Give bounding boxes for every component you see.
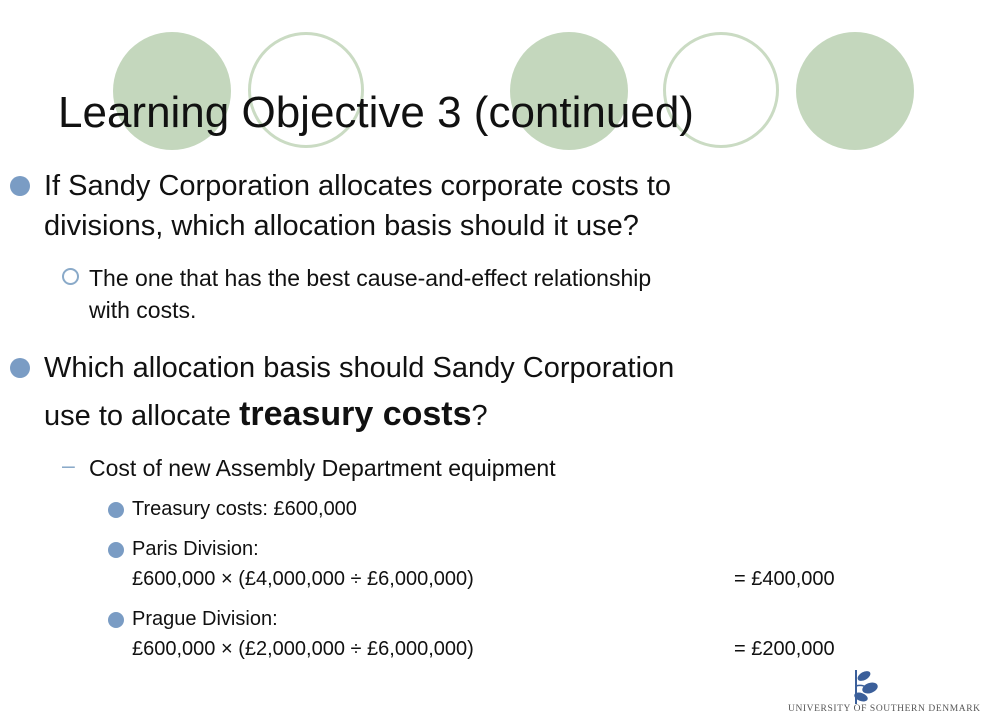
question-1-line-1: If Sandy Corporation allocates corporate costs to (44, 170, 672, 202)
paris-result: = £400,000 (734, 568, 835, 590)
sub-heading: Cost of new Assembly Department equipment (89, 455, 556, 481)
decor-circle-3 (796, 32, 914, 150)
answer-1 (89, 262, 879, 326)
bullet-dot-small (108, 612, 124, 628)
prague-calc: £600,000 × (£2,000,000 ÷ £6,000,000) (132, 638, 474, 660)
question-2-line-1: Which allocation basis should Sandy Corporation (44, 352, 675, 384)
dash-bullet-icon: – (62, 452, 75, 478)
answer-1-line-1: The one that has the best cause-and-effect relationship (89, 265, 652, 291)
paris-calc: £600,000 × (£4,000,000 ÷ £6,000,000) (132, 568, 474, 590)
question-2-line-2 (44, 394, 884, 436)
paris-label: Paris Division: (132, 538, 259, 560)
ring-bullet-icon (62, 268, 79, 285)
treasury-costs-item: Treasury costs: £600,000 (132, 498, 357, 520)
university-name: UNIVERSITY OF SOUTHERN DENMARK (788, 704, 981, 714)
slide-title: Learning Objective 3 (continued) (58, 88, 694, 137)
treasury-costs-emphasis: treasury costs (239, 395, 472, 433)
question-2-suffix: ? (471, 400, 488, 432)
answer-1-line-2: with costs. (89, 297, 197, 323)
bullet-dot (10, 176, 30, 196)
question-2 (44, 348, 884, 436)
prague-result: = £200,000 (734, 638, 835, 660)
question-1-line-2: divisions, which allocation basis should it use? (44, 210, 639, 242)
question-2-prefix: use to allocate (44, 400, 240, 432)
bullet-dot (10, 358, 30, 378)
question-1 (44, 166, 884, 246)
prague-label: Prague Division: (132, 608, 278, 630)
bullet-dot-small (108, 502, 124, 518)
bullet-dot-small (108, 542, 124, 558)
